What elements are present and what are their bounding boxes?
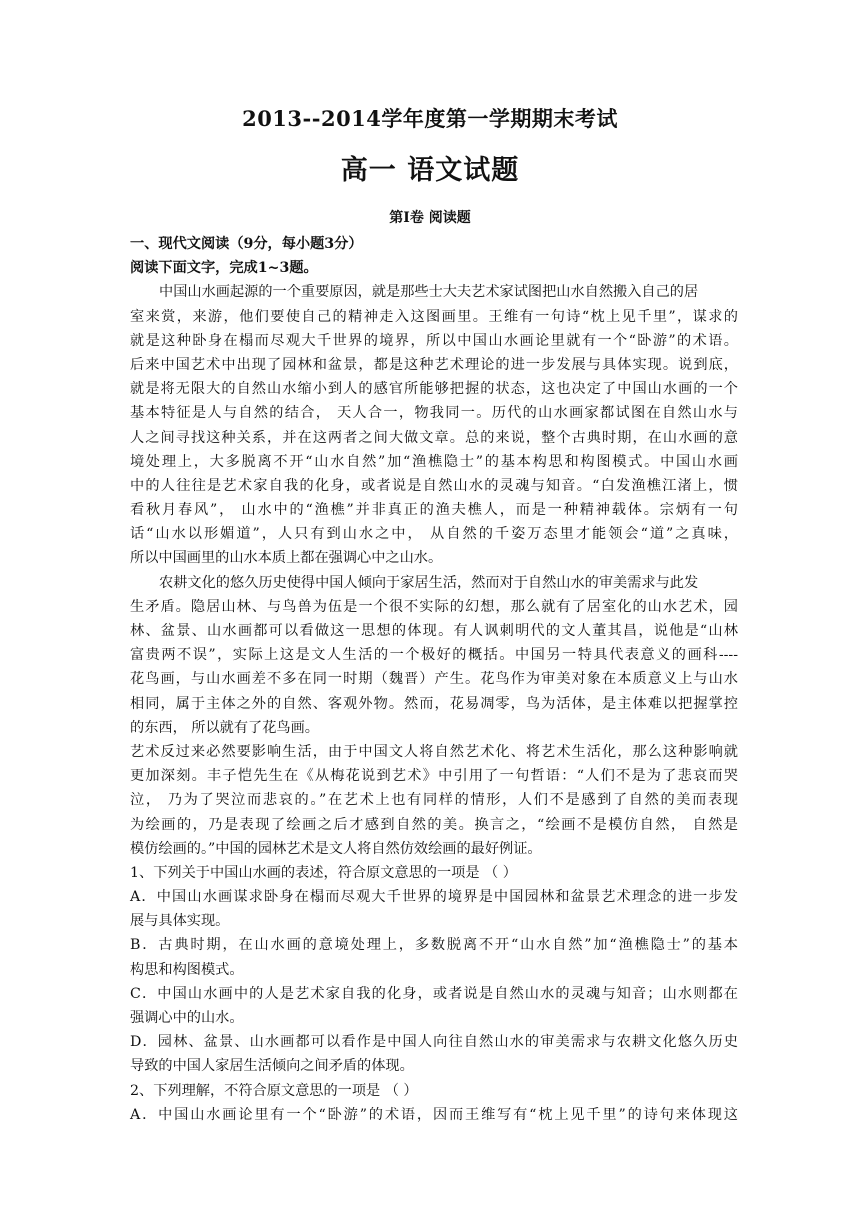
text-line: 相同，属于主体之外的自然、客观外物。然而，花易凋零，鸟为活体，是主体难以把握掌控 [130, 695, 738, 712]
text-line: 更加深刻。丰子恺先生在《从梅花说到艺术》中引用了一句哲语：“人们不是为了悲哀而哭 [130, 768, 738, 785]
text-line: 强调心中的山水。 [130, 1010, 244, 1026]
text-line: 艺术反过来必然要影响生活，由于中国文人将自然艺术化、将艺术生活化，那么这种影响就 [130, 743, 738, 760]
text-line: 就是这种卧身在榻而尽观大千世界的境界，所以中国山水画论里就有一个“卧游”的术语。 [130, 332, 738, 349]
text-line: 人之间寻找这种关系，并在这两者之间大做文章。总的来说，整个古典时期，在山水画的意 [130, 429, 738, 446]
text-line: 中国山水画起源的一个重要原因，就是那些士大夫艺术家试图把山水自然搬入自己的居 [159, 284, 699, 301]
exam-body [130, 232, 738, 1127]
text-line: 就是将无限大的自然山水缩小到人的感官所能够把握的状态，这也决定了中国山水画的一个 [130, 381, 738, 398]
text-line: 为绘画的，乃是表现了绘画之后才感到自然的美。换言之，“绘画不是模仿自然， 自然是 [130, 816, 738, 833]
text-line: 2、下列理解，不符合原文意思的一项是 （ ） [130, 1082, 418, 1099]
exam-title: 2013--2014学年度第一学期期末考试 [242, 106, 618, 131]
text-line: 室来赏，来游，他们要使自己的精神走入这图画里。王维有一句诗“枕上见千里”，谋求的 [130, 308, 738, 325]
text-line: 导致的中国人家居生活倾向之间矛盾的体现。 [130, 1058, 414, 1075]
text-line: 生矛盾。隐居山林、与鸟兽为伍是一个很不实际的幻想，那么就有了居室化的山水艺术，园 [130, 598, 738, 615]
text-line: 展与具体实现。 [130, 913, 230, 930]
text-line: 泣， 乃为了哭泣而悲哀的。”在艺术上也有同样的情形，人们不是感到了自然的美而表现 [130, 792, 738, 809]
text-line: A．中国山水画论里有一个“卧游”的术语，因而王维写有“枕上见千里”的诗句来体现这 [130, 1106, 738, 1123]
text-line: 看秋月春风”， 山水中的“渔樵”并非真正的渔夫樵人，而是一种精神载体。宗炳有一句 [130, 502, 738, 519]
text-line: 境处理上，大多脱离不开“山水自然”加“渔樵隐士”的基本构思和构图模式。中国山水画 [130, 453, 738, 470]
text-line: 农耕文化的悠久历史使得中国人倾向于家居生活，然而对于自然山水的审美需求与此发 [159, 574, 699, 591]
text-line: 话“山水以形媚道”，人只有到山水之中， 从自然的千姿万态里才能领会“道”之真味， [130, 526, 738, 543]
text-line: 的东西， 所以就有了花鸟画。 [130, 719, 319, 736]
text-line: D．园林、盆景、山水画都可以看作是中国人向往自然山水的审美需求与农耕文化悠久历史 [130, 1034, 738, 1051]
text-line: 基本特征是人与自然的结合， 天人合一，物我同一。历代的山水画家都试图在自然山水与 [130, 405, 738, 422]
text-line: 1、下列关于中国山水画的表述，符合原文意思的一项是 （ ） [130, 864, 517, 881]
text-line: 一、现代文阅读（9分，每小题3分） [130, 236, 363, 252]
text-line: A．中国山水画谋求卧身在榻而尽观大千世界的境界是中国园林和盆景艺术理念的进一步发 [130, 889, 738, 906]
text-line: B．古典时期，在山水画的意境处理上，多数脱离不开“山水自然”加“渔樵隐士”的基本 [130, 937, 738, 954]
text-line: 后来中国艺术中出现了园林和盆景，都是这种艺术理论的进一步发展与具体实现。说到底， [130, 356, 738, 373]
text-line: 所以中国画里的山水本质上都在强调心中之山水。 [130, 550, 443, 567]
text-line: 中的人往往是艺术家自我的化身，或者说是自然山水的灵魂与知音。“白发渔樵江渚上，惯 [130, 477, 738, 494]
text-line: 富贵两不误”，实际上这是文人生活的一个极好的概括。中国另一特具代表意义的画科---- [130, 647, 738, 664]
text-line: 模仿绘画的。”中国的园林艺术是文人将自然仿效绘画的最好例证。 [130, 840, 542, 857]
exam-subtitle: 高一 语文试题 [340, 155, 520, 186]
text-line: 花鸟画，与山水画差不多在同一时期（魏晋）产生。花鸟作为审美对象在本质意义上与山水 [130, 671, 738, 688]
text-line: C．中国山水画中的人是艺术家自我的化身，或者说是自然山水的灵魂与知音；山水则都在 [130, 985, 738, 1002]
text-line: 林、盆景、山水画都可以看做这一思想的体现。有人讽刺明代的文人董其昌，说他是“山林 [130, 623, 738, 639]
text-line: 构思和构图模式。 [130, 961, 244, 978]
section-heading: 第Ⅰ卷 阅读题 [389, 210, 471, 226]
text-line: 阅读下面文字，完成1~3题。 [130, 260, 318, 277]
